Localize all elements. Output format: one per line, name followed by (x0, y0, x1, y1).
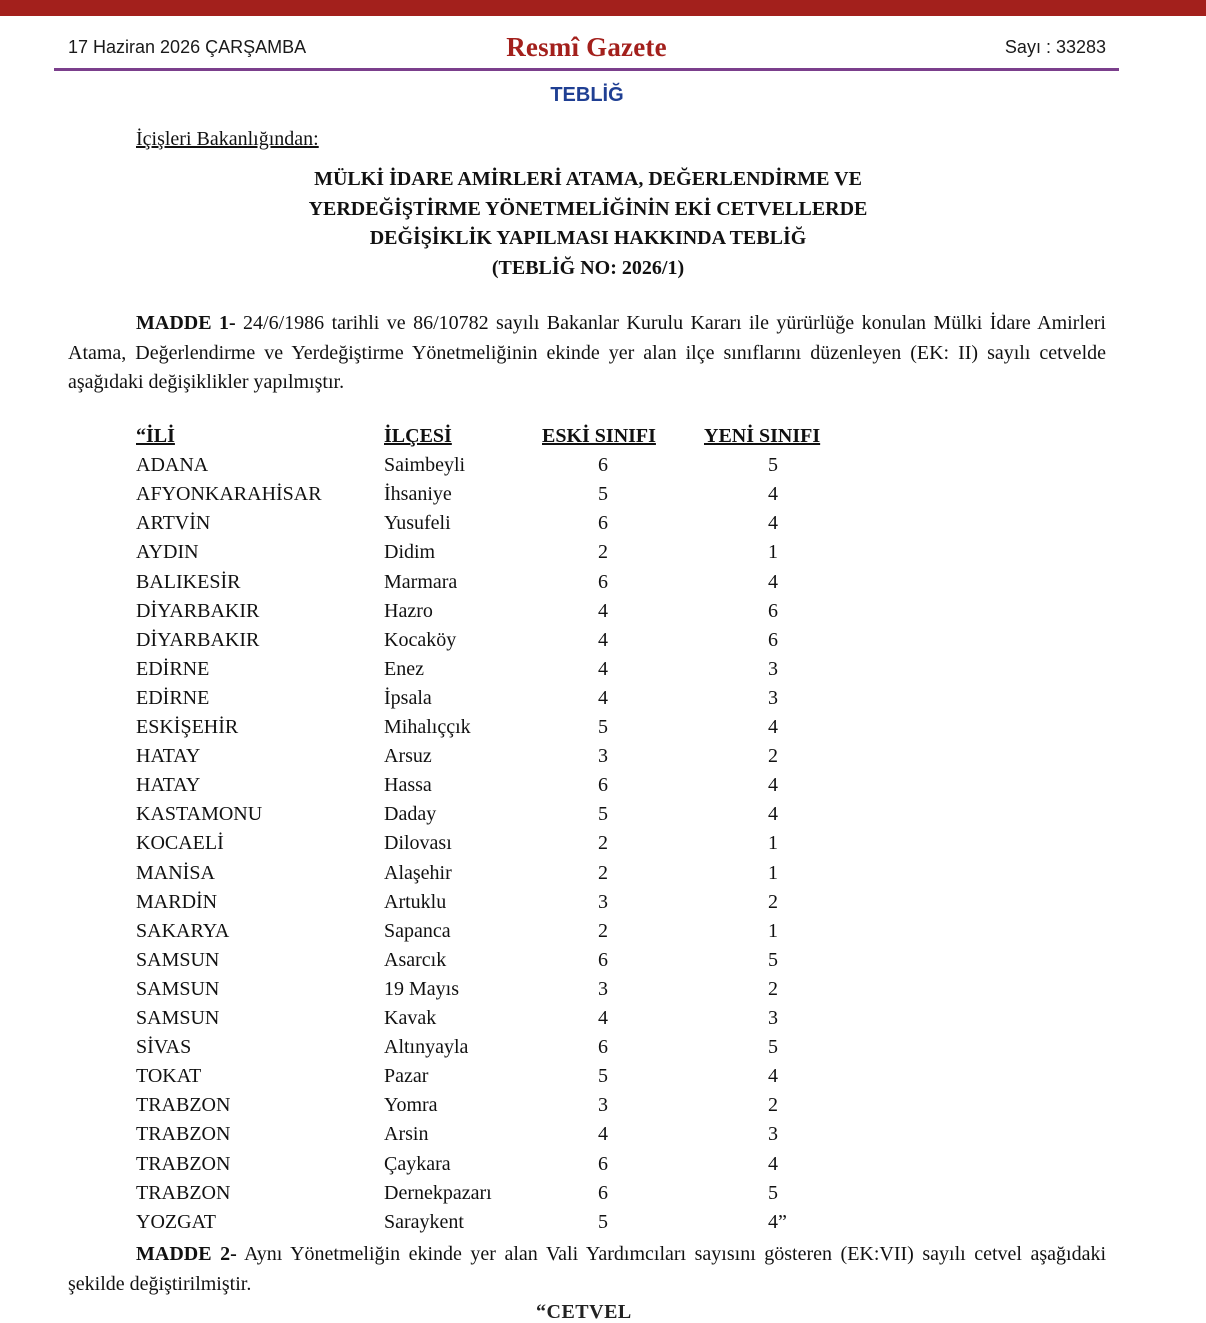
old-class-cell: 2 (598, 861, 608, 884)
new-class-cell: 3 (768, 686, 778, 709)
old-class-cell: 4 (598, 657, 608, 680)
district-cell: Mihalıççık (384, 716, 471, 738)
new-class-cell: 4” (768, 1210, 787, 1233)
province-cell: AYDIN (136, 541, 199, 564)
title-line: YERDEĞİŞTİRME YÖNETMELİĞİNİN EKİ CETVELLERDE (308, 197, 868, 220)
table-row (0, 658, 1206, 687)
section-label: TEBLİĞ (550, 84, 624, 106)
old-class-cell: 6 (598, 1181, 608, 1204)
new-class-cell: 2 (768, 890, 778, 913)
new-class-cell: 4 (768, 774, 778, 797)
district-cell: Asarcık (384, 948, 447, 971)
old-class-cell: 6 (598, 1036, 608, 1059)
district-cell: Saraykent (384, 1210, 464, 1233)
title-line: (TEBLİĞ NO: 2026/1) (491, 256, 685, 279)
header-old-class: ESKİ SINIFI (542, 425, 656, 447)
old-class-cell: 6 (598, 570, 608, 593)
district-cell: Çaykara (384, 1152, 451, 1175)
district-cell: Arsin (384, 1123, 429, 1146)
district-cell: Marmara (384, 570, 458, 593)
table-row (0, 512, 1206, 541)
table-row (0, 949, 1206, 978)
province-cell: SAMSUN (136, 948, 220, 971)
district-cell: Hassa (384, 774, 432, 797)
article-2-paragraph (68, 1240, 1106, 1299)
province-cell: KOCAELİ (136, 832, 224, 855)
old-class-cell: 6 (598, 948, 608, 971)
table-row (0, 1094, 1206, 1123)
new-class-cell: 4 (768, 803, 778, 826)
title-line: MÜLKİ İDARE AMİRLERİ ATAMA, DEĞERLENDİRME VE (314, 168, 862, 190)
old-class-cell: 5 (598, 483, 608, 506)
district-cell: Artuklu (384, 890, 447, 913)
old-class-cell: 6 (598, 512, 608, 535)
district-cell: Sapanca (384, 919, 451, 942)
province-cell: SİVAS (136, 1036, 192, 1059)
article-1-paragraph (68, 309, 1106, 398)
district-cell: Alaşehir (384, 861, 452, 884)
header-new-class: YENİ SINIFI (704, 425, 821, 447)
new-class-cell: 1 (768, 541, 778, 564)
old-class-cell: 6 (598, 1152, 608, 1175)
table-row (0, 716, 1206, 745)
table-row (0, 1065, 1206, 1094)
document-title (0, 165, 1176, 283)
header-title: Resmî Gazete (506, 32, 667, 62)
old-class-cell: 3 (598, 1094, 608, 1117)
header-issue-number: Sayı : 33283 (1004, 37, 1106, 57)
province-cell: EDİRNE (136, 657, 210, 680)
old-class-cell: 6 (598, 774, 608, 797)
province-cell: SAKARYA (136, 919, 230, 942)
table-row (0, 629, 1206, 658)
new-class-cell: 4 (768, 1152, 778, 1175)
article-1-label: MADDE 1- (136, 312, 236, 334)
district-cell: Arsuz (384, 745, 432, 768)
article-2-text: Aynı Yönetmeliğin ekinde yer alan Vali Yardımcıları sayısını gösteren (EK:VII) sayılı cetvel aşağıdaki şekilde değiştirilmiştir. (68, 1243, 1106, 1295)
old-class-cell: 3 (598, 977, 608, 1000)
province-cell: SAMSUN (136, 1007, 220, 1029)
new-class-cell: 2 (768, 977, 778, 1000)
province-cell: TRABZON (136, 1181, 231, 1204)
new-class-cell: 2 (768, 745, 778, 768)
new-class-cell: 1 (768, 832, 778, 855)
province-cell: TOKAT (136, 1065, 202, 1088)
gazette-header (54, 30, 1119, 71)
province-cell: YOZGAT (136, 1210, 216, 1233)
new-class-cell: 6 (768, 599, 778, 622)
district-cell: Saimbeyli (384, 454, 466, 477)
province-cell: MARDİN (136, 890, 218, 913)
old-class-cell: 4 (598, 599, 608, 622)
new-class-cell: 4 (768, 1065, 778, 1088)
new-class-cell: 5 (768, 454, 778, 477)
top-color-bar (0, 0, 1206, 16)
old-class-cell: 2 (598, 832, 608, 855)
table-row (0, 600, 1206, 629)
old-class-cell: 2 (598, 919, 608, 942)
table-row (0, 774, 1206, 803)
new-class-cell: 5 (768, 1036, 778, 1059)
old-class-cell: 3 (598, 890, 608, 913)
province-cell: AFYONKARAHİSAR (136, 483, 322, 506)
district-cell: Pazar (384, 1065, 429, 1088)
old-class-cell: 5 (598, 716, 608, 738)
province-cell: ESKİŞEHİR (136, 716, 239, 738)
province-cell: ARTVİN (136, 512, 211, 535)
cut-off-heading-text: “CETVEL (536, 1301, 632, 1323)
table-row (0, 1036, 1206, 1065)
table-row (0, 687, 1206, 716)
province-cell: KASTAMONU (136, 803, 263, 826)
district-cell: Kavak (384, 1007, 437, 1029)
province-cell: HATAY (136, 745, 201, 768)
table-row (0, 1007, 1206, 1036)
new-class-cell: 5 (768, 948, 778, 971)
table-row (0, 832, 1206, 861)
table-row (0, 891, 1206, 920)
district-cell: Dernekpazarı (384, 1181, 492, 1204)
district-cell: 19 Mayıs (384, 977, 459, 1000)
table-row (0, 1153, 1206, 1182)
old-class-cell: 4 (598, 628, 608, 651)
old-class-cell: 6 (598, 454, 608, 477)
district-cell: İhsaniye (384, 483, 452, 506)
district-cell: Yomra (384, 1094, 438, 1117)
header-district: İLÇESİ (384, 425, 452, 447)
old-class-cell: 5 (598, 1065, 608, 1088)
province-cell: DİYARBAKIR (136, 628, 260, 651)
old-class-cell: 4 (598, 1123, 608, 1146)
table-header-row (0, 425, 1206, 454)
header-province: “İLİ (136, 425, 175, 447)
table-row (0, 571, 1206, 600)
new-class-cell: 4 (768, 570, 778, 593)
new-class-cell: 1 (768, 919, 778, 942)
district-cell: Yusufeli (384, 512, 451, 535)
new-class-cell: 3 (768, 1123, 778, 1146)
old-class-cell: 3 (598, 745, 608, 768)
old-class-cell: 4 (598, 686, 608, 709)
article-1-text: 24/6/1986 tarihli ve 86/10782 sayılı Bakanlar Kurulu Kararı ile yürürlüğe konulan Mülki İdare Amirleri Atama, Değerlendirme ve Yerdeğiştirme Yönetmeliğinin ekinde yer alan ilçe sınıflarını düzenleyen (EK: II) sayılı cetvelde aşağıdaki değişiklikler yapılmıştır. (68, 312, 1106, 393)
title-line: DEĞİŞİKLİK YAPILMASI HAKKINDA TEBLİĞ (369, 227, 807, 249)
table-row (0, 1211, 1206, 1240)
district-cell: Enez (384, 657, 424, 680)
old-class-cell: 2 (598, 541, 608, 564)
table-row (0, 920, 1206, 949)
province-cell: TRABZON (136, 1094, 231, 1117)
header-date: 17 Haziran 2026 ÇARŞAMBA (68, 37, 307, 57)
new-class-cell: 4 (768, 512, 778, 535)
province-cell: TRABZON (136, 1123, 231, 1146)
new-class-cell: 1 (768, 861, 778, 884)
table-row (0, 862, 1206, 891)
province-cell: HATAY (136, 774, 201, 797)
table-row (0, 745, 1206, 774)
district-cell: Hazro (384, 599, 433, 622)
article-2-label: MADDE 2- (136, 1243, 237, 1265)
district-cell: İpsala (384, 686, 432, 709)
new-class-cell: 3 (768, 1007, 778, 1029)
table-row (0, 1182, 1206, 1211)
old-class-cell: 5 (598, 803, 608, 826)
province-cell: EDİRNE (136, 686, 210, 709)
province-cell: MANİSA (136, 861, 215, 884)
new-class-cell: 4 (768, 716, 778, 738)
new-class-cell: 5 (768, 1181, 778, 1204)
new-class-cell: 3 (768, 657, 778, 680)
cut-off-heading (536, 1301, 632, 1323)
old-class-cell: 4 (598, 1007, 608, 1029)
new-class-cell: 4 (768, 483, 778, 506)
province-cell: ADANA (136, 454, 209, 477)
ministry-name: İçişleri Bakanlığından: (136, 128, 319, 150)
district-cell: Didim (384, 541, 436, 564)
new-class-cell: 2 (768, 1094, 778, 1117)
table-row (0, 803, 1206, 832)
old-class-cell: 5 (598, 1210, 608, 1233)
district-cell: Daday (384, 803, 437, 826)
table-row (0, 1123, 1206, 1152)
district-cell: Altınyayla (384, 1036, 469, 1059)
district-cell: Kocaköy (384, 628, 457, 651)
table-row (0, 483, 1206, 512)
table-row (0, 454, 1206, 483)
table-row (0, 541, 1206, 570)
district-cell: Dilovası (384, 832, 452, 855)
table-row (0, 978, 1206, 1007)
new-class-cell: 6 (768, 628, 778, 651)
province-cell: BALIKESİR (136, 570, 241, 593)
province-cell: TRABZON (136, 1152, 231, 1175)
province-cell: SAMSUN (136, 977, 220, 1000)
province-cell: DİYARBAKIR (136, 599, 260, 622)
